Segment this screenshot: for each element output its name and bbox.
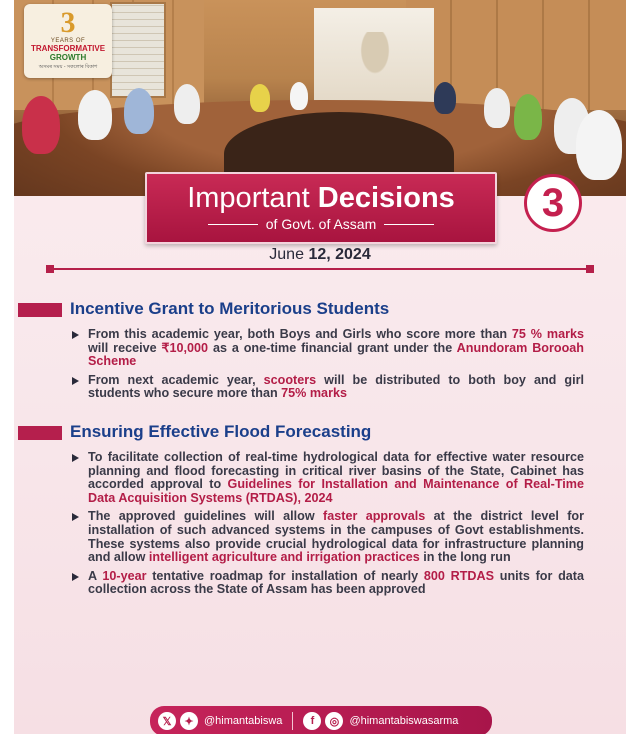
page-title: Important Decisions: [187, 182, 455, 214]
title-banner: [145, 172, 497, 244]
poster: [14, 0, 626, 734]
section-marker: [18, 303, 62, 317]
bullet-item: A 10-year tentative roadmap for installation of nearly 800 RTDAS units for data collection across the State of Assam has been approved: [70, 570, 584, 597]
bullet-item: The approved guidelines will allow faster approvals at the district level for installation of such advanced systems in the campuses of Govt establishments. These systems also provide crucial hydrological data for infrastructure planning and allow intelligent agriculture and irrigation practices in the long run: [70, 510, 584, 564]
handle-2[interactable]: @himantabiswasarma: [349, 715, 459, 727]
x-icon[interactable]: 𝕏: [158, 712, 176, 730]
divider: [48, 268, 592, 270]
facebook-icon[interactable]: f: [303, 712, 321, 730]
section-1-bullets: [70, 328, 584, 406]
bullet-item: From next academic year, scooters will be distributed to both boy and girl students who secure more than 75% marks: [70, 374, 584, 401]
section-title: Incentive Grant to Meritorious Students: [70, 299, 390, 318]
bullet-item: From this academic year, both Boys and Girls who score more than 75 % marks will receive ₹10,000 as a one-time financial grant under the Anundoram Borooah Scheme: [70, 328, 584, 369]
bullet-item: To facilitate collection of real-time hydrological data for effective water resource planning and flood forecasting in critical river basins of the State, Cabinet has accorded approval to Guidelines for Installation and Maintenance of Real-Time Data Acquisition Systems (RTDAS), 2024: [70, 451, 584, 505]
social-footer: [150, 706, 492, 734]
instagram-icon[interactable]: ◎: [325, 712, 343, 730]
section-marker: [18, 426, 62, 440]
page-subtitle: of Govt. of Assam: [147, 216, 495, 232]
years-badge-logo: 3 YEARS OF TRANSFORMATIVE GROWTH অসমৰ সময় - সকলোৰ বিকাশ: [24, 4, 112, 78]
section-title: Ensuring Effective Flood Forecasting: [70, 422, 372, 441]
handle-1[interactable]: @himantabiswa: [204, 715, 283, 727]
decision-count-badge: 3: [524, 174, 582, 232]
cabinet-meeting-photo: [14, 0, 626, 196]
section-2-bullets: [70, 451, 584, 602]
koo-icon[interactable]: ✦: [180, 712, 198, 730]
date-label: June 12, 2024: [269, 246, 371, 263]
